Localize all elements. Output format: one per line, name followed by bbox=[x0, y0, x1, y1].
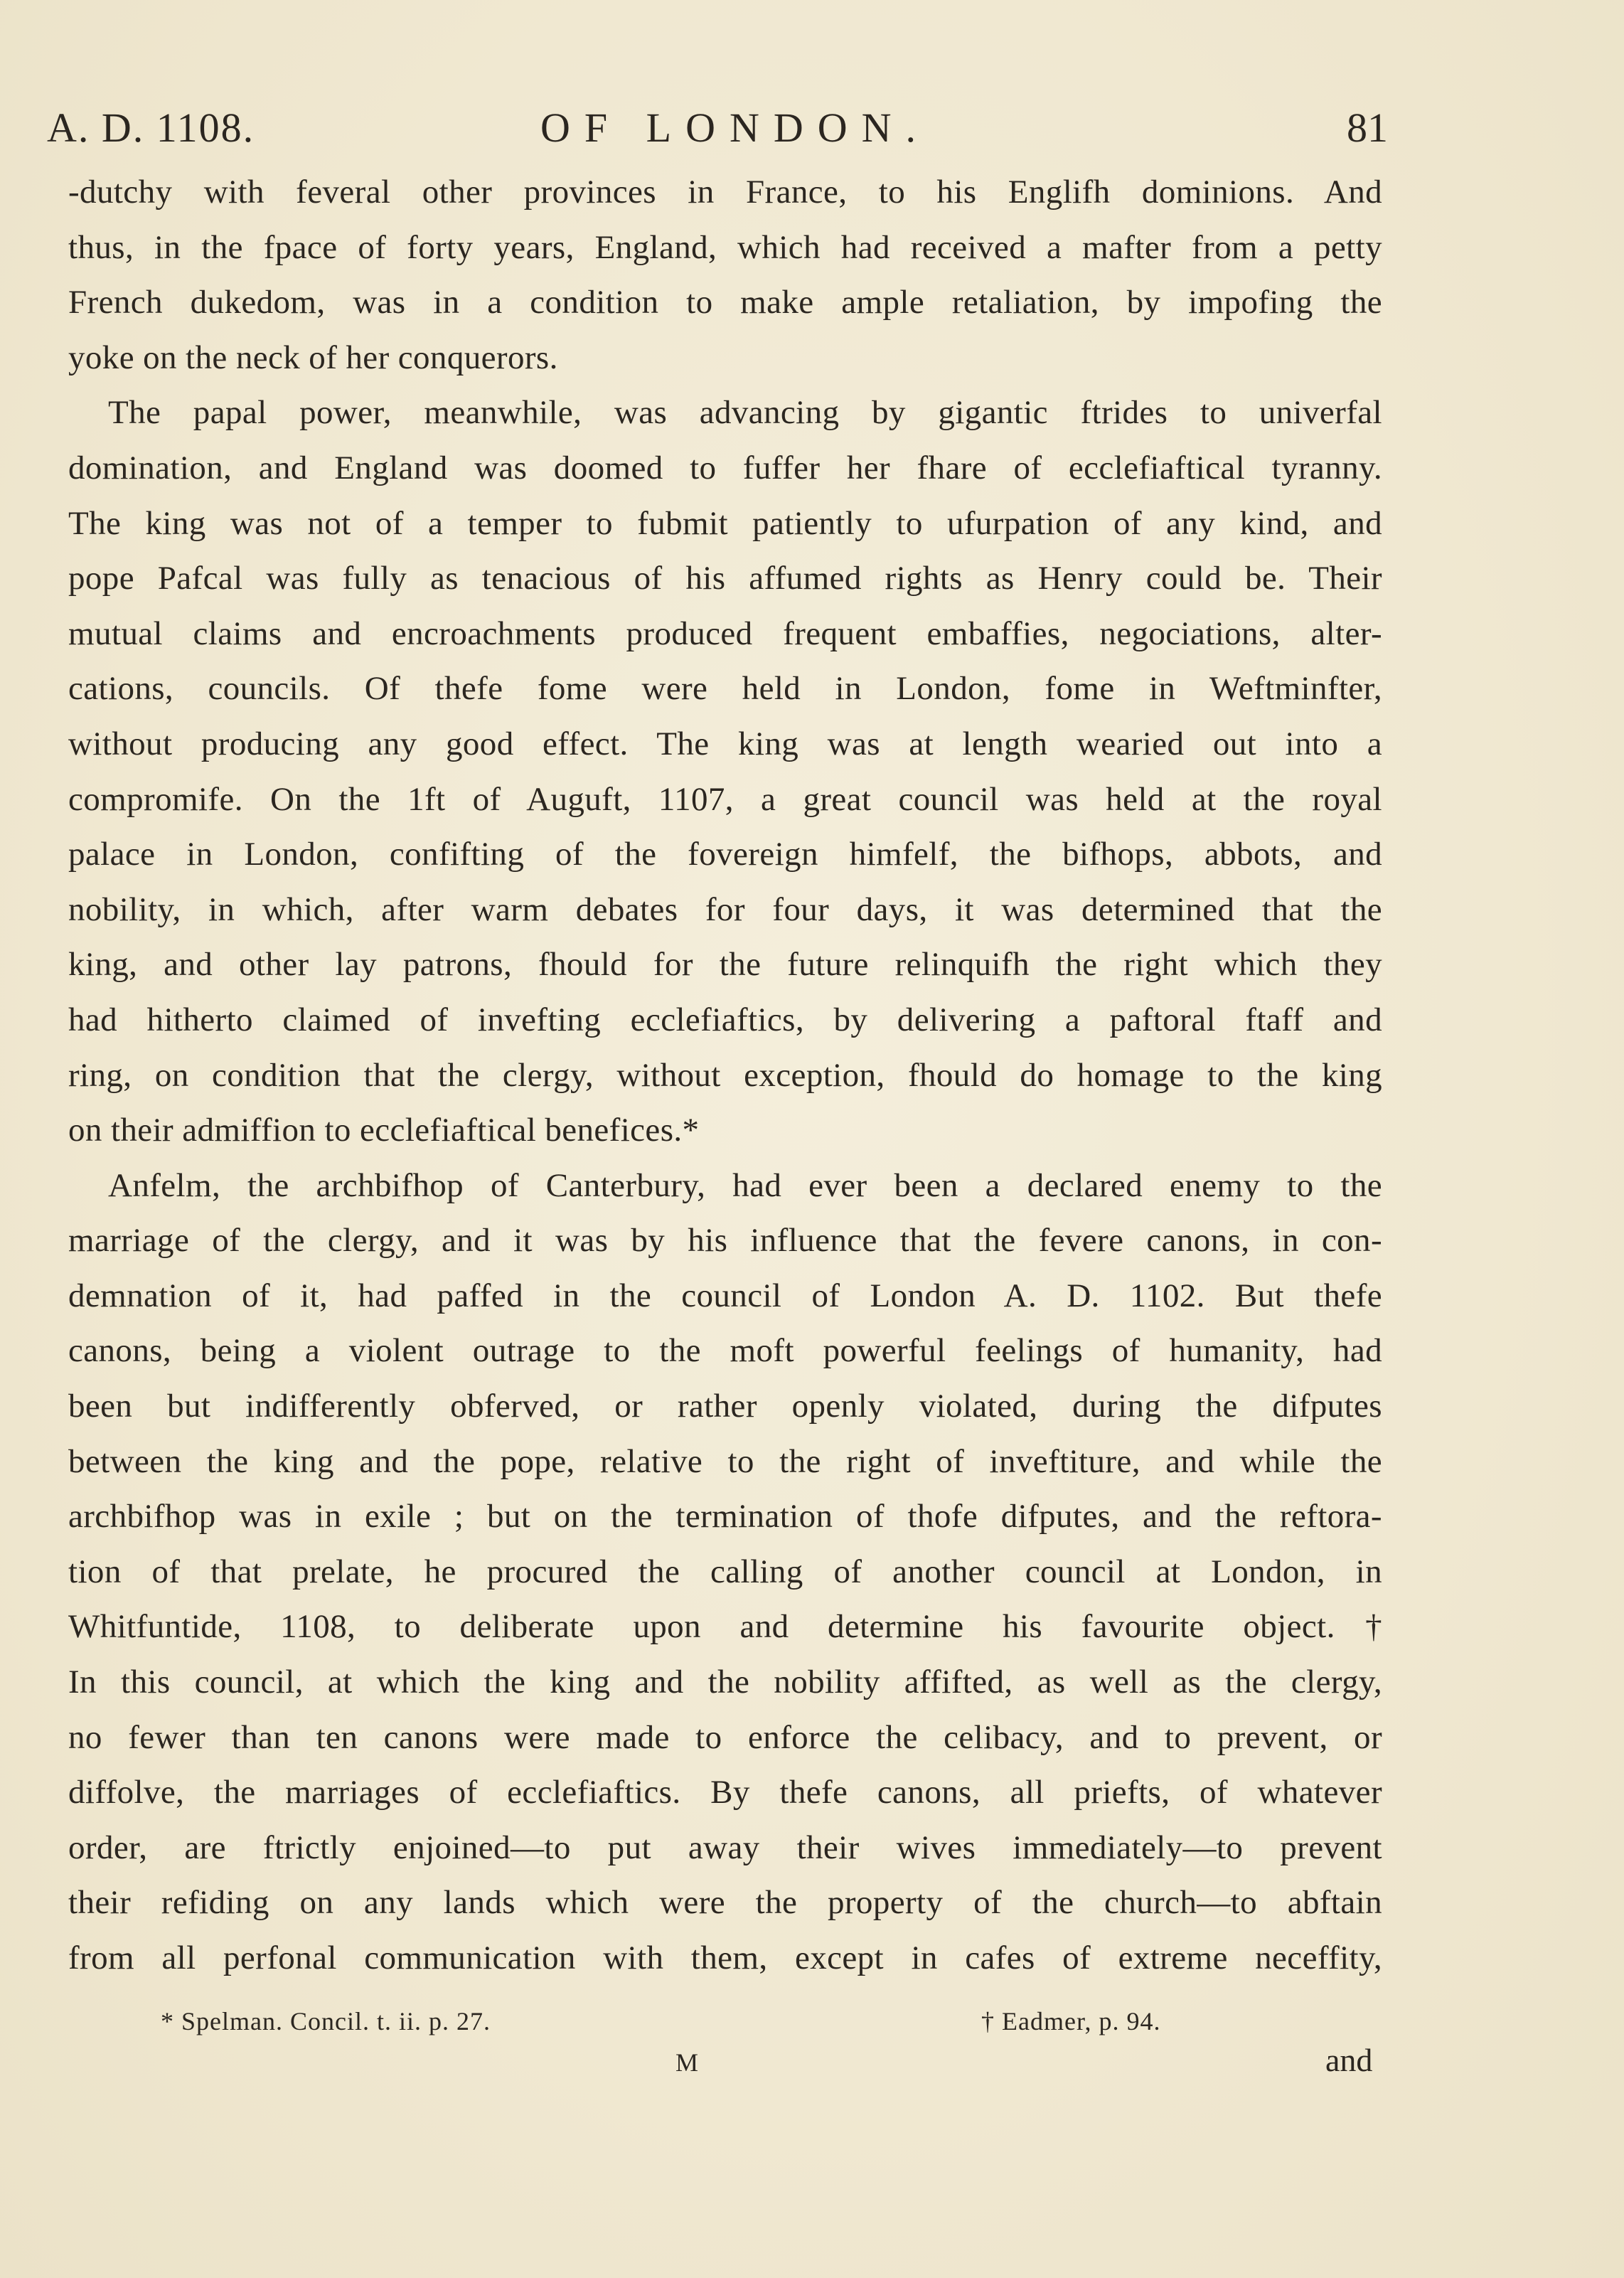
text-line: In this council, at which the king and the nobility affifted, as well as the clergy, bbox=[68, 1664, 1382, 1701]
printer-signature: M bbox=[675, 2048, 699, 2077]
text-line: palace in London, confifting of the fovereign himfelf, the bifhops, abbots, and bbox=[68, 836, 1382, 873]
text-line: compromife. On the 1ft of Auguft, 1107, a great council was held at the royal bbox=[68, 780, 1382, 818]
text-line: -dutchy with feveral other provinces in France, to his Englifh dominions. And bbox=[68, 174, 1382, 211]
text-line: nobility, in which, after warm debates for four days, it was determined that the bbox=[68, 890, 1382, 928]
text-line: no fewer than ten canons were made to enforce the celibacy, and to prevent, or bbox=[68, 1718, 1382, 1756]
running-head-date: A. D. 1108. bbox=[47, 105, 255, 151]
text-line: ring, on condition that the clergy, without exception, fhould do homage to the king bbox=[68, 1056, 1382, 1094]
footnotes bbox=[0, 2000, 1624, 2043]
body-text bbox=[68, 165, 1382, 1986]
text-line: domination, and England was doomed to fuffer her fhare of ecclefiaftical tyranny. bbox=[68, 449, 1382, 486]
text-line: demnation of it, had paffed in the council of London A. D. 1102. But thefe bbox=[68, 1277, 1382, 1314]
text-line: without producing any good effect. The king was at length wearied out into a bbox=[68, 725, 1382, 762]
text-line: their refiding on any lands which were the property of the church—to abftain bbox=[68, 1884, 1382, 1922]
text-line: archbifhop was in exile ; but on the termination of thofe difputes, and the reftora- bbox=[68, 1498, 1382, 1535]
footnote-eadmer: † Eadmer, p. 94. bbox=[981, 2007, 1161, 2035]
text-line: Whitfuntide, 1108, to deliberate upon and determine his favourite object.† bbox=[68, 1608, 1382, 1646]
footnote-spelman: * Spelman. Concil. t. ii. p. 27. bbox=[161, 2007, 491, 2035]
text-line: thus, in the fpace of forty years, England, which had received a mafter from a petty bbox=[68, 228, 1382, 266]
text-line: had hitherto claimed of invefting ecclefiaftics, by delivering a paftoral ftaff and bbox=[68, 1001, 1382, 1038]
paragraph-start-line: Anfelm, the archbifhop of Canterbury, had ever been a declared enemy to the bbox=[108, 1166, 1382, 1204]
paragraph-start-line: The papal power, meanwhile, was advancing by gigantic ftrides to univerfal bbox=[108, 394, 1382, 432]
text-line: mutual claims and encroachments produced frequent embaffies, negociations, alter- bbox=[68, 614, 1382, 652]
text-line: yoke on the neck of her conquerors. bbox=[68, 339, 558, 376]
text-line: pope Pafcal was fully as tenacious of his affumed rights as Henry could be. Their bbox=[68, 560, 1382, 597]
text-line: diffolve, the marriages of ecclefiaftics. By thefe canons, all priefts, of whatever bbox=[68, 1774, 1382, 1811]
running-head-title: OF LONDON. bbox=[540, 105, 930, 151]
text-line: French dukedom, was in a condition to make ample retaliation, by impofing the bbox=[68, 284, 1382, 321]
text-line: tion of that prelate, he procured the calling of another council at London, in bbox=[68, 1553, 1382, 1590]
catchword: and bbox=[1325, 2042, 1373, 2078]
text-line: from all perfonal communication with them, except in cafes of extreme neceffity, bbox=[68, 1939, 1382, 1976]
page-number: 81 bbox=[1347, 105, 1388, 151]
text-line: The king was not of a temper to fubmit patiently to ufurpation of any kind, and bbox=[68, 504, 1382, 542]
text-line: canons, being a violent outrage to the moft powerful feelings of humanity, had bbox=[68, 1332, 1382, 1370]
text-line: been but indifferently obferved, or rather openly violated, during the difputes bbox=[68, 1388, 1382, 1425]
text-line: cations, councils. Of thefe fome were held in London, fome in Weftminfter, bbox=[68, 670, 1382, 708]
text-line: king, and other lay patrons, fhould for the future relinquifh the right which they bbox=[68, 946, 1382, 984]
text-line: order, are ftrictly enjoined—to put away their wives immediately—to prevent bbox=[68, 1829, 1382, 1866]
text-line: on their admiffion to ecclefiaftical benefices.* bbox=[68, 1112, 700, 1149]
text-line: marriage of the clergy, and it was by his influence that the fevere canons, in con- bbox=[68, 1222, 1382, 1260]
text-line: between the king and the pope, relative to the right of inveftiture, and while the bbox=[68, 1442, 1382, 1480]
